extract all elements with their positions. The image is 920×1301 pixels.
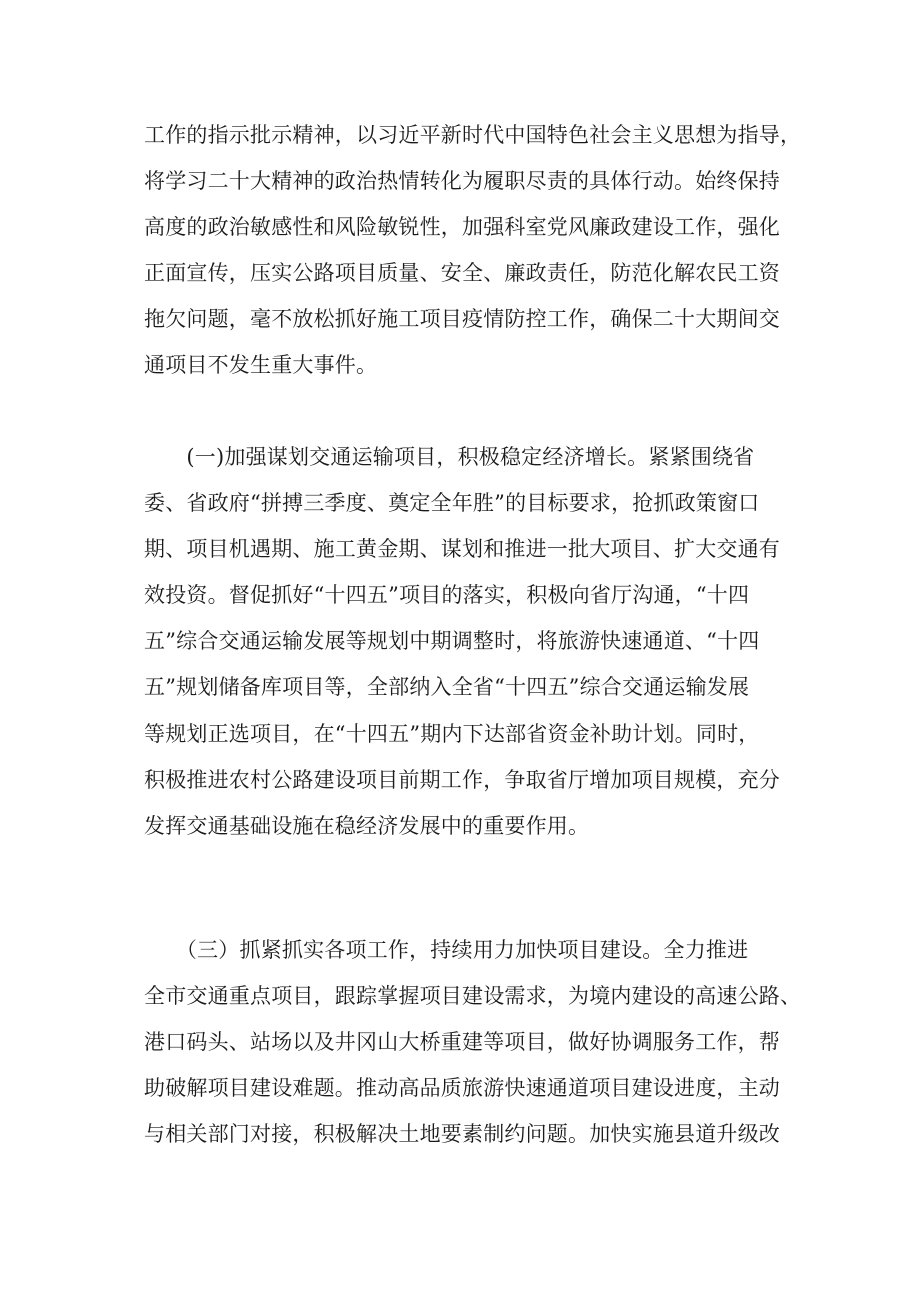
- paragraph-line: 工作的指示批示精神，以习近平新时代中国特色社会主义思想为指导，: [144, 123, 802, 147]
- paragraph-line: 效投资。督促抓好“十四五”项目的落实，积极向省厅沟通，“十四: [144, 583, 750, 608]
- paragraph-section-3: [144, 927, 802, 1157]
- paragraph-line: 五”规划储备库项目等，全部纳入全省“十四五”综合交通运输发展: [144, 675, 750, 700]
- paragraph-line: 高度的政治敏感性和风险敏锐性，加强科室党风廉政建设工作，强化: [144, 215, 780, 240]
- paragraph-intro: [144, 112, 802, 389]
- paragraph-line: 港口码头、站场以及井冈山大桥重建等项目，做好协调服务工作，帮: [144, 1030, 780, 1055]
- paragraph-line: 拖欠问题，毫不放松抓好施工项目疫情防控工作，确保二十大期间交: [144, 307, 780, 332]
- paragraph-section-1: [144, 434, 794, 849]
- paragraph-line: 期、项目机遇期、施工黄金期、谋划和推进一批大项目、扩大交通有: [144, 537, 780, 562]
- paragraph-line: 五”综合交通运输发展等规划中期调整时，将旅游快速通道、“十四: [144, 629, 760, 654]
- paragraph-line: （三）抓紧抓实各项工作，持续用力加快项目建设。全力推进: [144, 938, 749, 962]
- paragraph-line: 积极推进农村公路建设项目前期工作，争取省厅增加项目规模，充分: [144, 767, 780, 792]
- paragraph-line: 正面宣传，压实公路项目质量、安全、廉政责任，防范化解农民工资: [144, 261, 780, 286]
- paragraph-line: 全市交通重点项目，跟踪掌握项目建设需求，为境内建设的高速公路、: [144, 984, 802, 1009]
- paragraph-line: 等规划正选项目，在“十四五”期内下达部省资金补助计划。同时，: [144, 721, 760, 746]
- paragraph-line: 发挥交通基础设施在稳经济发展中的重要作用。: [144, 813, 590, 838]
- paragraph-line: 将学习二十大精神的政治热情转化为履职尽责的具体行动。始终保持: [144, 169, 780, 194]
- paragraph-line: 通项目不发生重大事件。: [144, 353, 378, 378]
- paragraph-line: 委、省政府“拼搏三季度、奠定全年胜”的目标要求，抢抓政策窗口: [144, 491, 760, 516]
- paragraph-line: 助破解项目建设难题。推动高品质旅游快速通道项目建设进度，主动: [144, 1076, 780, 1101]
- paragraph-line: 与相关部门对接，积极解决土地要素制约问题。加快实施县道升级改: [144, 1122, 780, 1147]
- paragraph-line: (一)加强谋划交通运输项目，积极稳定经济增长。紧紧围绕省: [144, 445, 755, 469]
